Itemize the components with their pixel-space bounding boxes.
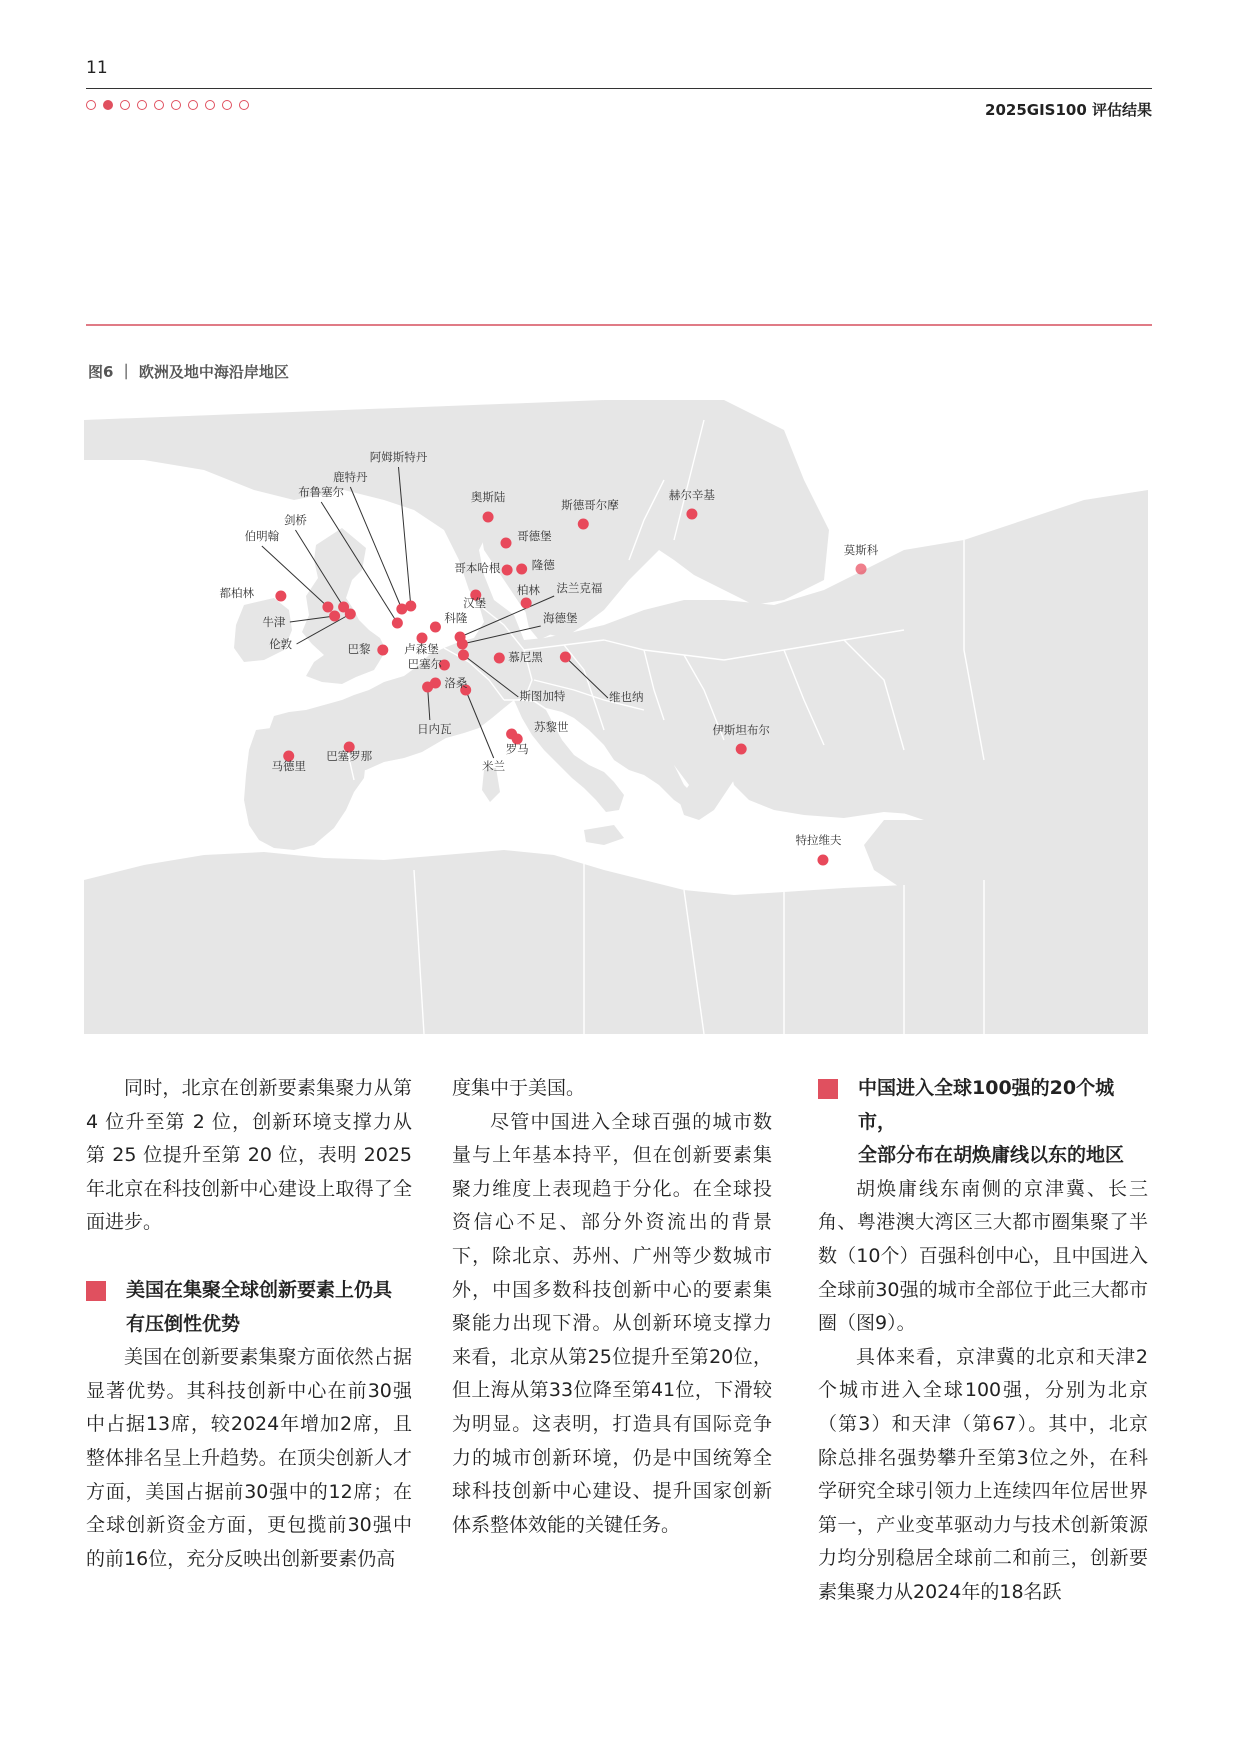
text-line: 分别稳居全球前二和前三，创新 bbox=[856, 1547, 1129, 1570]
city-label: 隆德 bbox=[531, 558, 555, 572]
text-line: 尽管中国进入全球百强的城 bbox=[490, 1110, 733, 1133]
city-marker bbox=[392, 618, 403, 629]
land-ireland bbox=[234, 598, 292, 662]
city-label: 巴塞尔 bbox=[407, 657, 443, 671]
paragraph bbox=[452, 1072, 772, 1106]
land-sicily bbox=[584, 825, 624, 845]
text-line: 度集中于美国。 bbox=[452, 1077, 586, 1099]
city-label: 剑桥 bbox=[283, 513, 307, 527]
text-line: 市数量与上年基本持平，但在创 bbox=[452, 1110, 772, 1167]
progress-dot bbox=[222, 100, 232, 110]
text-line: 美国在集聚全球创新要素上仍具 bbox=[126, 1278, 393, 1301]
city-label: 特拉维夫 bbox=[795, 833, 842, 847]
text-line: 16位，充分反映出创新要素仍高 bbox=[124, 1547, 396, 1570]
city-marker bbox=[430, 622, 441, 633]
map-svg bbox=[84, 400, 1148, 1034]
paragraph bbox=[86, 1341, 412, 1576]
city-label: 斯德哥尔摩 bbox=[561, 498, 619, 512]
city-label: 米兰 bbox=[482, 759, 506, 773]
text-line: 资金方面，更包揽前30强中的前 bbox=[86, 1514, 412, 1570]
text-line: 要素集聚力从2024年的18名跃 bbox=[818, 1547, 1148, 1603]
text-line: 位之外，在科学研究全球引领力 bbox=[818, 1446, 1148, 1503]
city-marker bbox=[856, 564, 867, 575]
progress-dot bbox=[188, 100, 198, 110]
page-number: 11 bbox=[86, 58, 108, 78]
city-label: 柏林 bbox=[516, 583, 540, 597]
text-line: 三角、粤港澳大湾区三大都市圈 bbox=[818, 1177, 1148, 1234]
city-label: 法兰克福 bbox=[556, 581, 603, 595]
city-label: 都柏林 bbox=[219, 586, 254, 600]
text-line: 中国进入全球100强的20个城市， bbox=[858, 1077, 1115, 1133]
text-line: 海从第33位降至第41位，下滑较 bbox=[490, 1379, 772, 1402]
text-line: 为北京（第3）和天津（第67）。其 bbox=[818, 1379, 1148, 1435]
city-label: 卢森堡 bbox=[404, 642, 439, 656]
progress-dot bbox=[137, 100, 147, 110]
progress-dot bbox=[154, 100, 164, 110]
text-line: 有压倒性优势 bbox=[126, 1312, 241, 1335]
city-label: 伊斯坦布尔 bbox=[712, 723, 770, 737]
city-marker bbox=[501, 538, 512, 549]
city-label: 伦敦 bbox=[269, 637, 293, 651]
text-line: 技创新中心的要素集聚能力出现 bbox=[452, 1278, 772, 1335]
city-marker bbox=[560, 652, 571, 663]
city-marker bbox=[322, 602, 333, 613]
city-label: 斯图加特 bbox=[519, 689, 566, 703]
city-label: 伯明翰 bbox=[244, 529, 280, 543]
text-line: 津2个城市进入全球100强，分别 bbox=[818, 1345, 1148, 1402]
progress-dot bbox=[239, 100, 249, 110]
city-marker bbox=[457, 639, 468, 650]
text-column-2 bbox=[452, 1072, 772, 1542]
heading-square-icon bbox=[818, 1079, 838, 1099]
city-label: 巴塞罗那 bbox=[326, 749, 373, 763]
city-label: 洛桑 bbox=[444, 676, 468, 690]
text-line: 美国在创新要素集聚方面依 bbox=[124, 1346, 355, 1369]
text-line: 全部位于此三大都市圈（图9）。 bbox=[818, 1278, 1148, 1335]
progress-dot bbox=[120, 100, 130, 110]
city-marker bbox=[521, 598, 532, 609]
city-marker bbox=[483, 512, 494, 523]
city-marker bbox=[686, 509, 697, 520]
city-label: 苏黎世 bbox=[534, 720, 569, 734]
text-line: 变革驱动力与技术创新策源力均 bbox=[818, 1513, 1148, 1570]
city-marker bbox=[494, 653, 505, 664]
text-line: 争力的城市创新环境，仍是中国 bbox=[452, 1412, 772, 1469]
text-line: 京从第25位提升至第20位，但上 bbox=[452, 1345, 772, 1402]
paragraph bbox=[452, 1106, 772, 1543]
figure-top-rule bbox=[86, 324, 1152, 326]
city-label: 赫尔辛基 bbox=[668, 488, 715, 502]
city-label: 汉堡 bbox=[463, 596, 487, 610]
text-line: 中，北京除总排名强势攀升至第3 bbox=[818, 1412, 1148, 1469]
city-marker bbox=[578, 519, 589, 530]
text-line: 资流出的背景下，除北京、苏州、 bbox=[452, 1211, 772, 1267]
text-line: 任务。 bbox=[623, 1513, 681, 1536]
text-line: 势。在顶尖创新人才方面，美国占 bbox=[86, 1446, 412, 1503]
paragraph bbox=[86, 1072, 412, 1240]
heading-square-icon bbox=[86, 1281, 106, 1301]
text-line: 新要素集聚力维度上表现趋于分 bbox=[452, 1144, 772, 1200]
city-label: 莫斯科 bbox=[843, 543, 879, 557]
paragraph bbox=[818, 1173, 1148, 1341]
city-marker bbox=[377, 645, 388, 656]
text-line: 广州等少数城市外，中国多数科 bbox=[452, 1244, 772, 1301]
city-label: 阿姆斯特丹 bbox=[369, 450, 428, 464]
city-marker bbox=[275, 591, 286, 602]
text-line: 心在前30强中占据13席，较2024 bbox=[86, 1379, 412, 1436]
text-column-1 bbox=[86, 1072, 412, 1576]
text-line: 从第 25 位提升至第 20 位，表明 2025 bbox=[86, 1110, 412, 1167]
city-marker bbox=[502, 565, 513, 576]
text-line: 据前30强中的12席；在全球创新 bbox=[86, 1480, 412, 1537]
city-marker bbox=[458, 650, 469, 661]
section-heading-china bbox=[818, 1072, 1148, 1173]
city-label: 布鲁塞尔 bbox=[298, 485, 345, 499]
city-label: 慕尼黑 bbox=[508, 650, 543, 664]
text-line: 胡焕庸线东南侧的京津冀、长 bbox=[856, 1177, 1129, 1200]
text-line: 然占据显著优势。其科技创新中 bbox=[86, 1346, 412, 1402]
text-line: 面进步。 bbox=[86, 1211, 163, 1234]
city-label: 罗马 bbox=[505, 742, 529, 756]
city-label: 奥斯陆 bbox=[470, 490, 506, 504]
text-line: 集聚了半数（10个）百强科创中心 bbox=[818, 1211, 1148, 1267]
figure-caption: 图6 ｜ 欧洲及地中海沿岸地区 bbox=[88, 363, 289, 381]
city-label: 鹿特丹 bbox=[333, 470, 368, 484]
progress-dot bbox=[205, 100, 215, 110]
city-label: 牛津 bbox=[262, 615, 286, 629]
progress-dots bbox=[86, 100, 249, 110]
city-marker bbox=[396, 604, 407, 615]
text-line: 全部分布在胡焕庸线以东的地区 bbox=[858, 1144, 1125, 1167]
paragraph bbox=[818, 1341, 1148, 1610]
text-column-3 bbox=[818, 1072, 1148, 1610]
city-marker bbox=[736, 744, 747, 755]
progress-dot bbox=[171, 100, 181, 110]
text-line: ，且中国进入全球前30强的城市 bbox=[818, 1244, 1148, 1301]
progress-dot bbox=[103, 100, 113, 110]
running-head: 2025GIS100 评估结果 bbox=[985, 101, 1152, 119]
city-label: 海德堡 bbox=[542, 611, 578, 625]
city-marker bbox=[516, 564, 527, 575]
text-line: 具体来看，京津冀的北京和天 bbox=[856, 1345, 1116, 1368]
text-line: 第 4 位升至第 2 位，创新环境支撑力 bbox=[86, 1077, 412, 1133]
city-marker bbox=[329, 611, 340, 622]
city-label: 维也纳 bbox=[609, 690, 644, 704]
city-label: 巴黎 bbox=[347, 642, 371, 656]
city-label: 哥本哈根 bbox=[454, 561, 501, 575]
text-line: 年北京在科技创新中心建设上取得了全 bbox=[86, 1177, 412, 1200]
city-label: 哥德堡 bbox=[517, 529, 552, 543]
city-marker bbox=[345, 609, 356, 620]
city-label: 科隆 bbox=[444, 611, 468, 625]
header-rule bbox=[86, 88, 1152, 89]
text-line: 年增加2席，且整体排名呈上升趋 bbox=[86, 1413, 412, 1469]
land-layer bbox=[84, 400, 1148, 1034]
text-line: 升国家创新体系整体效能的关键 bbox=[452, 1480, 772, 1536]
europe-map bbox=[84, 400, 1148, 1034]
land-sardinia bbox=[482, 768, 500, 802]
city-marker bbox=[817, 855, 828, 866]
text-line: 同时，北京在创新要素集聚力从 bbox=[124, 1077, 393, 1099]
city-label: 马德里 bbox=[271, 759, 306, 773]
progress-dot bbox=[86, 100, 96, 110]
text-line: 下滑。从创新环境支撑力来看，北 bbox=[452, 1312, 772, 1368]
text-line: 上连续四年位居世界第一，产业 bbox=[818, 1480, 1148, 1536]
city-label: 日内瓦 bbox=[417, 722, 452, 736]
text-line: 统筹全球科技创新中心建设、提 bbox=[452, 1446, 772, 1503]
section-heading-us bbox=[86, 1274, 412, 1341]
text-line: 化。在全球投资信心不足、部分外 bbox=[452, 1177, 772, 1234]
city-marker bbox=[422, 682, 433, 693]
text-line: 为明显。这表明，打造具有国际竞 bbox=[452, 1412, 753, 1435]
